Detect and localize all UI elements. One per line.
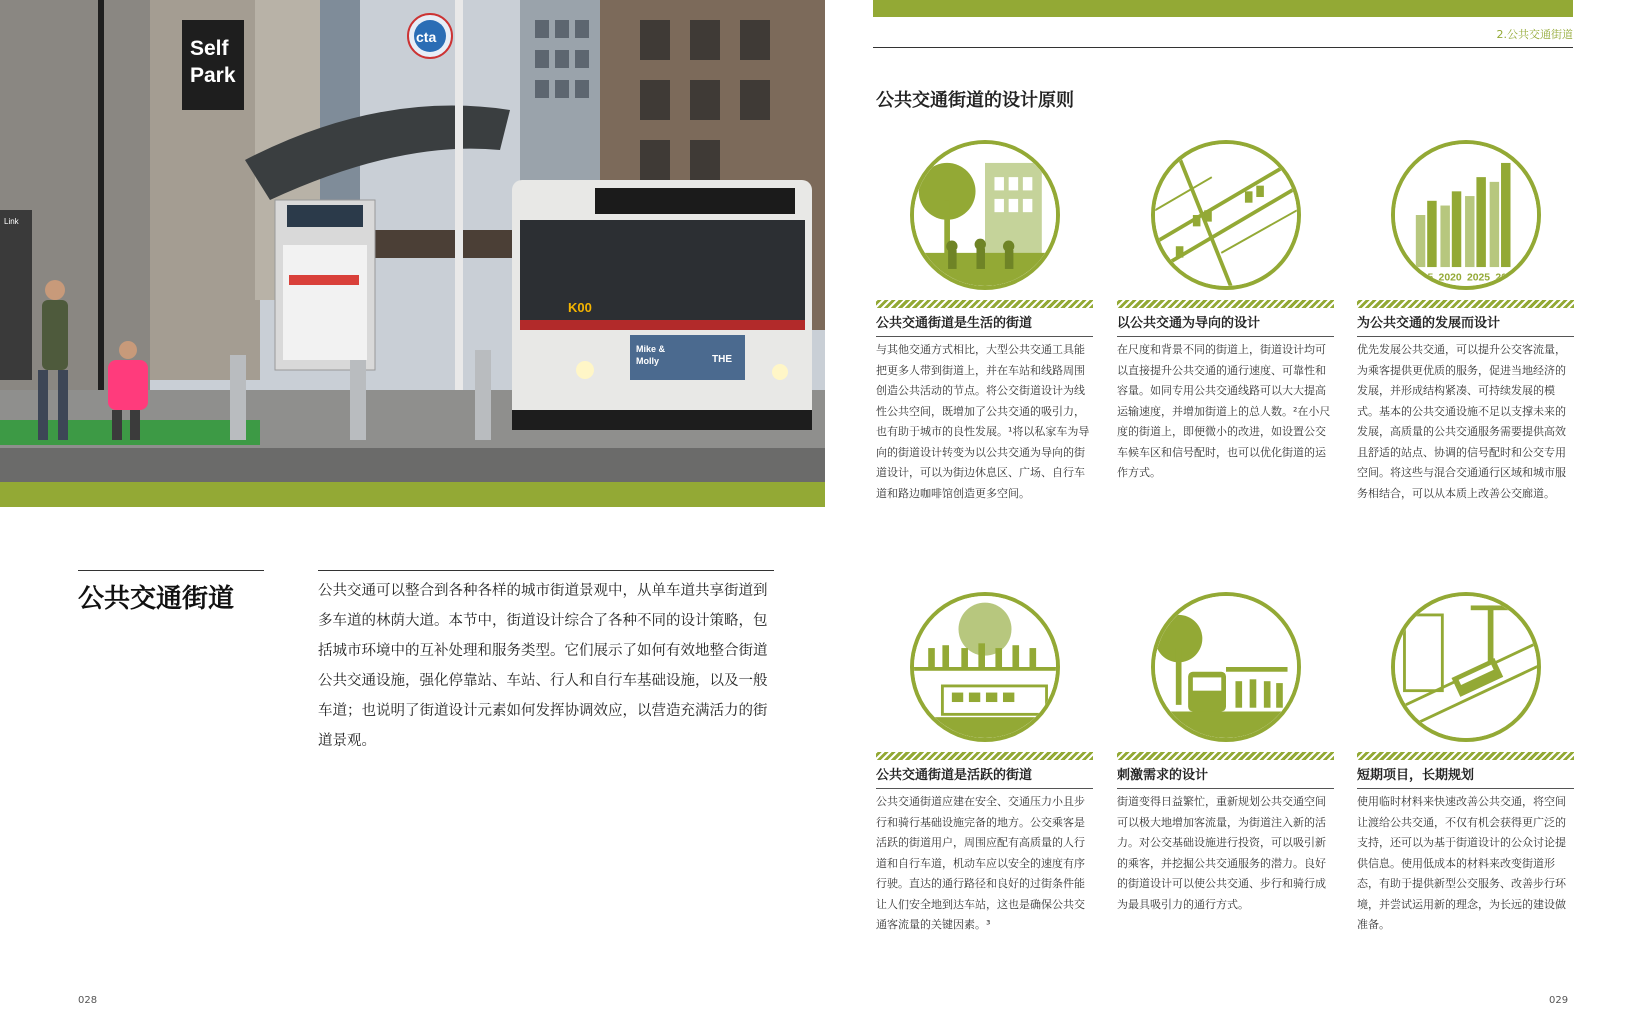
intro-paragraph: 公共交通可以整合到各种各样的城市街道景观中，从单车道共享街道到多车道的林荫大道。本节中，街道设计综合了各种不同的设计策略，包括城市环境中的互补处理和服务类型。它们展示了如何有效地整合街道公共交通设施，强化停靠站、车站、行人和自行车基础设施，以及一般车道；也说明了街道设计元素如何发挥协调效应，以营造充满活力的街道景观。 [318,583,768,749]
bus-ad-right: THE [712,354,732,365]
card-body: 优先发展公共交通，可以提升公交客流量，为乘客提供更优质的服务，促进当地经济的发展，并形成结构紧凑、可持续发展的模式。基本的公共交通设施不足以支撑未来的发展，高质量的公共交通服务需要提供高效且舒适的站点、协调的信号配时和公交专用空间。将这些与混合交通通行区域和城市服务相结合，可以从本质上改善公交廊道。 [1357,343,1566,500]
card-title: 以公共交通为导向的设计 [1117,312,1334,337]
active-street-icon [910,592,1060,742]
intro-rule [318,570,774,571]
card-body: 在尺度和背景不同的街道上，街道设计均可以直接提升公共交通的通行速度、可靠性和容量。如同专用公共交通线路可以大大提高运输速度，并增加街道上的总人数。²在小尺度的街道上，即便微小的改进，如设置公交车候车区和信号配时，也可以优化街道的运作方式。 [1117,343,1331,479]
bus-route-code: K00 [568,300,592,315]
page-heading: 公共交通街道的设计原则 [876,90,1074,111]
card-title: 刺激需求的设计 [1117,764,1334,789]
card-body: 公共交通街道应建在安全、交通压力小且步行和骑行基础设施完备的地方。公交乘客是活跃的街道用户，周围应配有高质量的人行道和自行车道，机动车应以安全的速度有序行驶。直达的通行路径和良好的过街条件能让人们安全地到达车站，这也是确保公共交通客流量的关键因素。³ [876,795,1085,931]
card-hatch-divider [876,300,1093,308]
self-park-sign-line1: Self [190,37,229,60]
card-title: 短期项目，长期规划 [1357,764,1574,789]
card-hatch-divider [1117,752,1334,760]
bus-ad-line1: Mike & [636,344,666,354]
year-label: 2015 [1410,272,1434,284]
top-rule [873,47,1573,48]
vending-sign-text: Link [4,217,19,226]
card-hatch-divider [876,752,1093,760]
year-label: 2025 [1466,272,1491,284]
top-accent-bar [873,0,1573,17]
year-label: 2030 [1495,272,1519,284]
page-number-right: 029 [1549,995,1569,1006]
card-hatch-divider [1357,300,1574,308]
card-title: 公共交通街道是生活的街道 [876,312,1093,337]
construction-icon [1391,592,1541,742]
card-hatch-divider [1117,300,1334,308]
card-title: 公共交通街道是活跃的街道 [876,764,1093,789]
card-hatch-divider [1357,752,1574,760]
self-park-sign-line2: Park [190,64,236,87]
title-rule [78,570,264,571]
bus-ad-line2: Molly [636,356,660,366]
section-tag: 2.公共交通街道 [1496,28,1573,41]
photo-accent-band [0,482,825,507]
street-photo [0,0,825,482]
growth-chart-icon [1391,140,1541,290]
card-body: 街道变得日益繁忙，重新规划公共交通空间可以极大地增加客流量，为街道注入新的活力。对公交基础设施进行投资，可以吸引新的乘客，并挖掘公共交通服务的潜力。良好的街道设计可以使公共交通、步行和骑行成为最具吸引力的通行方式。 [1117,795,1326,911]
transit-plan-icon [1151,140,1301,290]
cta-logo-text: cta [416,29,437,45]
street-life-icon [910,140,1060,290]
card-title: 为公共交通的发展而设计 [1357,312,1574,337]
card-body: 使用临时材料来快速改善公共交通，将空间让渡给公共交通，不仅有机会获得更广泛的支持，还可以为基于街道设计的公众讨论提供信息。使用低成本的材料来改变街道形态，有助于提供新型公交服务、改善步行环境，并尝试运用新的理念，为长远的建设做准备。 [1357,795,1566,931]
page-number-left: 028 [78,995,98,1006]
card-body: 与其他交通方式相比，大型公共交通工具能把更多人带到街道上，并在车站和线路周围创造公共活动的节点。将公交街道设计为线性公共空间，既增加了公共交通的吸引力，也有助于城市的良性发展。¹将以私家车为导向的街道设计转变为以公共交通为导向的街道设计，可以为街边休息区、广场、自行车道和路边咖啡馆创造更多空间。 [876,343,1090,500]
bus-stop-icon [1151,592,1301,742]
year-label: 2020 [1438,272,1462,284]
street-photo-illustration [0,0,825,482]
section-title: 公共交通街道 [78,584,235,614]
